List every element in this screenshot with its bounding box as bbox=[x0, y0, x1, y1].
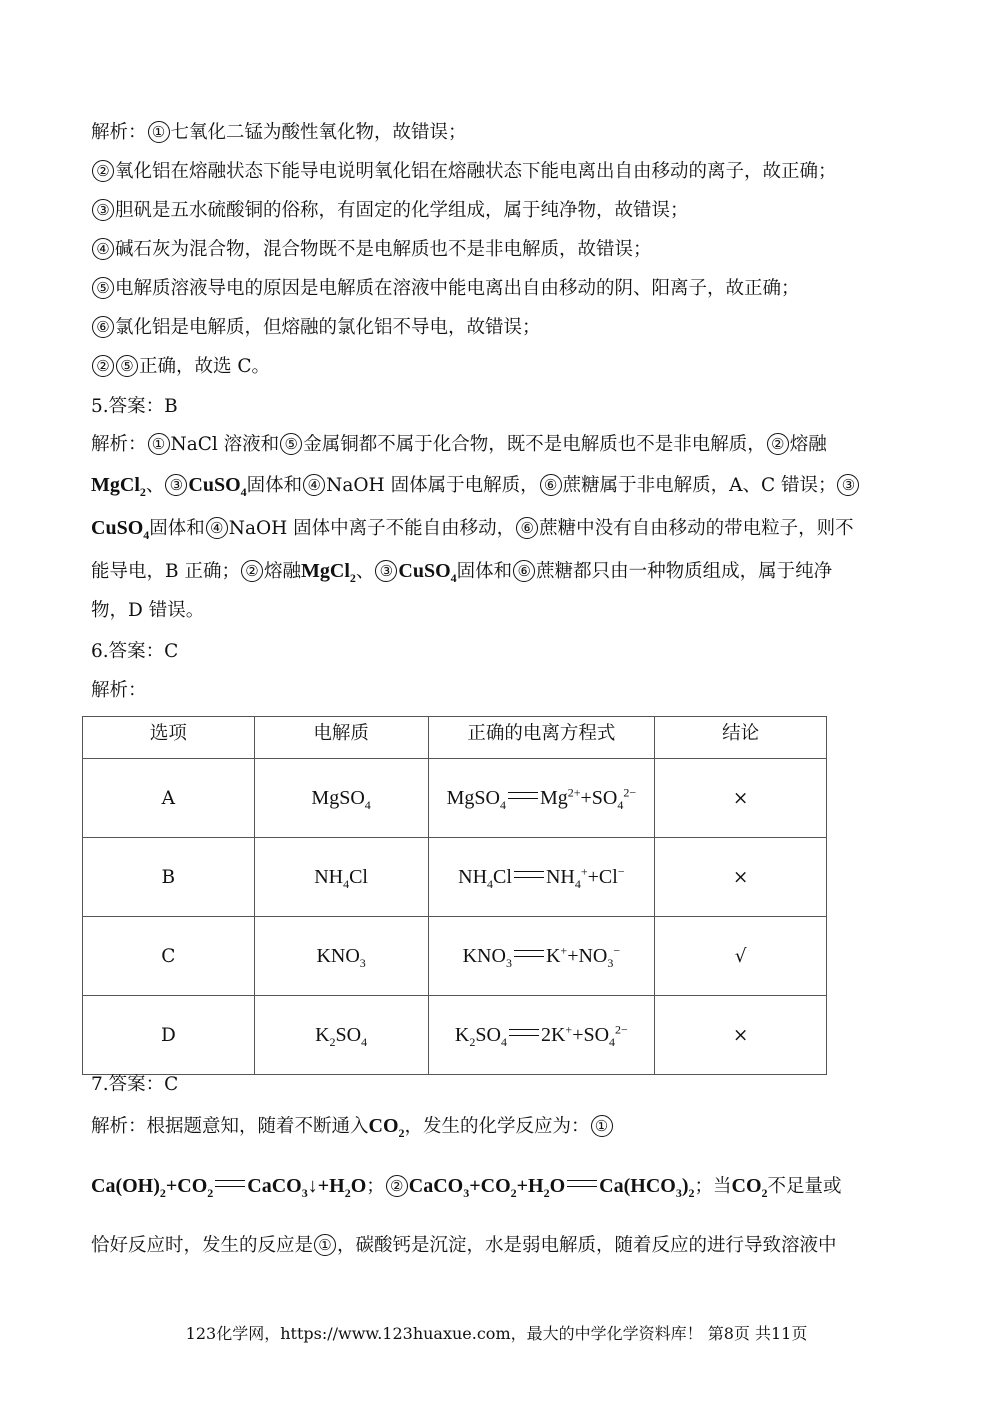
circled-number: ① bbox=[148, 433, 170, 455]
circled-number: ① bbox=[591, 1115, 613, 1137]
q5-analysis-line-2 bbox=[91, 472, 860, 499]
option-cell: C bbox=[83, 917, 255, 996]
text: ； bbox=[366, 1176, 385, 1197]
analysis-line-3 bbox=[91, 198, 689, 224]
analysis-line-1 bbox=[91, 120, 467, 146]
q5-analysis-line-4 bbox=[91, 558, 832, 585]
circled-number: ⑤ bbox=[280, 433, 302, 455]
header-option: 选项 bbox=[83, 717, 255, 759]
text: 恰好反应时，发生的反应是 bbox=[91, 1235, 314, 1256]
equals-sign bbox=[514, 871, 544, 878]
table-row bbox=[83, 996, 827, 1075]
equals-sign bbox=[509, 1029, 539, 1036]
circled-number: ⑥ bbox=[516, 517, 538, 539]
text: ；当 bbox=[694, 1176, 732, 1197]
equation-cell: $NH_4Cl$ $NH_4^++Cl^-$ bbox=[428, 838, 655, 917]
circled-number: ③ bbox=[165, 474, 187, 496]
result-cell: × bbox=[655, 996, 827, 1075]
formula-mgcl2: MgCl$_2$ bbox=[301, 560, 356, 585]
q5-analysis-line-1 bbox=[91, 432, 827, 458]
equals-sign bbox=[514, 950, 544, 957]
circled-number: ⑥ bbox=[92, 316, 114, 338]
table-row bbox=[83, 759, 827, 838]
text: ，发生的化学反应为： bbox=[404, 1116, 590, 1137]
circled-number: ① bbox=[314, 1234, 336, 1256]
text: 固体和 bbox=[149, 518, 205, 539]
equals-sign bbox=[508, 792, 538, 799]
result-cell: × bbox=[655, 838, 827, 917]
text: NaOH 固体属于电解质， bbox=[326, 475, 539, 496]
circled-number: ② bbox=[386, 1175, 408, 1197]
formula-cuso4: CuSO$_4$ bbox=[188, 474, 247, 499]
result-cell: √ bbox=[655, 917, 827, 996]
circled-number: ② bbox=[241, 560, 263, 582]
option-cell: B bbox=[83, 838, 255, 917]
page-footer: 123化学网，https://www.123huaxue.com，最大的中学化学资料库！ 第8页 共11页 bbox=[185, 1324, 808, 1343]
equals-sign bbox=[215, 1180, 245, 1187]
conclusion-text: 正确，故选 C。 bbox=[139, 356, 271, 377]
electrolyte-cell: MgSO$_4$ bbox=[254, 759, 428, 838]
formula-co2: $CO_2$ bbox=[731, 1175, 768, 1200]
q7-answer: 7.答案：C bbox=[91, 1074, 179, 1095]
analysis-text: 氧化铝在熔融状态下能导电说明氧化铝在熔融状态下能电离出自由移动的离子，故正确； bbox=[115, 161, 837, 182]
circled-number: ③ bbox=[837, 474, 859, 496]
circled-number: ② bbox=[767, 433, 789, 455]
equation-cell: MgSO$_4$ $Mg^{2+}+SO_4^{2-}$ bbox=[428, 759, 655, 838]
formula-mgcl2: MgCl$_2$ bbox=[91, 474, 146, 499]
text: 蔗糖都只由一种物质组成，属于纯净 bbox=[536, 561, 833, 582]
circled-number: ④ bbox=[303, 474, 325, 496]
analysis-text: 氯化铝是电解质，但熔融的氯化铝不导电，故错误； bbox=[115, 317, 541, 338]
q6-answer: 6.答案：C bbox=[91, 641, 179, 662]
table-header-row bbox=[83, 717, 827, 759]
option-cell: D bbox=[83, 996, 255, 1075]
circled-number: ③ bbox=[92, 199, 114, 221]
circled-number: ⑥ bbox=[540, 474, 562, 496]
analysis-text: 胆矾是五水硫酸铜的俗称，有固定的化学组成，属于纯净物，故错误； bbox=[115, 200, 689, 221]
circled-number: ② bbox=[92, 355, 114, 377]
electrolyte-cell: $NH_4Cl$ bbox=[254, 838, 428, 917]
analysis-text: 电解质溶液导电的原因是电解质在溶液中能电离出自由移动的阴、阳离子，故正确； bbox=[115, 278, 800, 299]
table-row bbox=[83, 838, 827, 917]
circled-number: ⑥ bbox=[513, 560, 535, 582]
text: 解析：根据题意知，随着不断通入 bbox=[91, 1116, 369, 1137]
formula-cuso4: CuSO$_4$ bbox=[91, 517, 150, 542]
circled-number: ② bbox=[92, 160, 114, 182]
text: NaOH 固体中离子不能自由移动， bbox=[228, 518, 516, 539]
text: 、 bbox=[145, 475, 165, 496]
analysis-line-5 bbox=[91, 276, 800, 302]
q4-conclusion bbox=[91, 354, 270, 380]
electrolyte-cell: $KNO_3$ bbox=[254, 917, 428, 996]
option-cell: A bbox=[83, 759, 255, 838]
reaction-2: $CaCO_3+CO_2+H_2O$ $Ca(HCO_3)_2$ bbox=[408, 1175, 695, 1200]
reaction-1: $Ca(OH)_2+CO_2$ $CaCO_3↓+H_2O$ bbox=[91, 1175, 367, 1200]
text: 、 bbox=[355, 561, 375, 582]
header-conclusion: 结论 bbox=[655, 717, 827, 759]
analysis-label: 解析： bbox=[91, 434, 147, 455]
analysis-line-2 bbox=[91, 159, 837, 185]
text: 金属铜都不属于化合物，既不是电解质也不是非电解质， bbox=[303, 434, 766, 455]
text: 熔融 bbox=[263, 561, 301, 582]
header-electrolyte: 电解质 bbox=[254, 717, 428, 759]
header-equation: 正确的电离方程式 bbox=[428, 717, 655, 759]
text: 能导电，B 正确； bbox=[91, 561, 240, 582]
electrolyte-cell: $K_2SO_4$ bbox=[254, 996, 428, 1075]
q5-answer: 5.答案：B bbox=[91, 396, 178, 417]
circled-number: ⑤ bbox=[92, 277, 114, 299]
equation-cell: $K_2SO_4$ $2K^++SO_4^{2-}$ bbox=[428, 996, 655, 1075]
table-row bbox=[83, 917, 827, 996]
analysis-text: 七氧化二锰为酸性氧化物，故错误； bbox=[170, 122, 467, 143]
q6-analysis-label: 解析： bbox=[91, 680, 147, 701]
text: 固体和 bbox=[246, 475, 303, 496]
analysis-text: 碱石灰为混合物，混合物既不是电解质也不是非电解质，故错误； bbox=[115, 239, 652, 260]
precipitate-arrow-icon: ↓ bbox=[307, 1175, 318, 1197]
analysis-label: 解析： bbox=[91, 122, 147, 143]
text: 蔗糖属于非电解质，A、C 错误； bbox=[562, 475, 837, 496]
circled-number: ① bbox=[148, 121, 170, 143]
q7-analysis-line-1 bbox=[91, 1113, 614, 1140]
equals-sign bbox=[567, 1180, 597, 1187]
analysis-line-6 bbox=[91, 315, 541, 341]
text: 不足量或 bbox=[767, 1176, 842, 1197]
ionization-table bbox=[82, 716, 827, 1075]
formula-cuso4: CuSO$_4$ bbox=[398, 560, 457, 585]
text: NaCl 溶液和 bbox=[170, 434, 280, 455]
text: 固体和 bbox=[456, 561, 513, 582]
q5-analysis-line-3 bbox=[91, 515, 854, 542]
formula-co2: $CO_2$ bbox=[368, 1115, 405, 1140]
equation-cell: $KNO_3$ $K^++NO_3^-$ bbox=[428, 917, 655, 996]
circled-number: ④ bbox=[206, 517, 228, 539]
result-cell: × bbox=[655, 759, 827, 838]
q7-analysis-line-3 bbox=[91, 1233, 837, 1259]
circled-number: ⑤ bbox=[116, 355, 138, 377]
text: 蔗糖中没有自由移动的带电粒子，则不 bbox=[539, 518, 854, 539]
text: 熔融 bbox=[789, 434, 827, 455]
circled-number: ④ bbox=[92, 238, 114, 260]
text: ，碳酸钙是沉淀，水是弱电解质，随着反应的进行导致溶液中 bbox=[337, 1235, 837, 1256]
circled-number: ③ bbox=[375, 560, 397, 582]
q5-analysis-line-5: 物，D 错误。 bbox=[91, 600, 205, 621]
q7-reactions-line bbox=[91, 1173, 842, 1200]
analysis-line-4 bbox=[91, 237, 652, 263]
